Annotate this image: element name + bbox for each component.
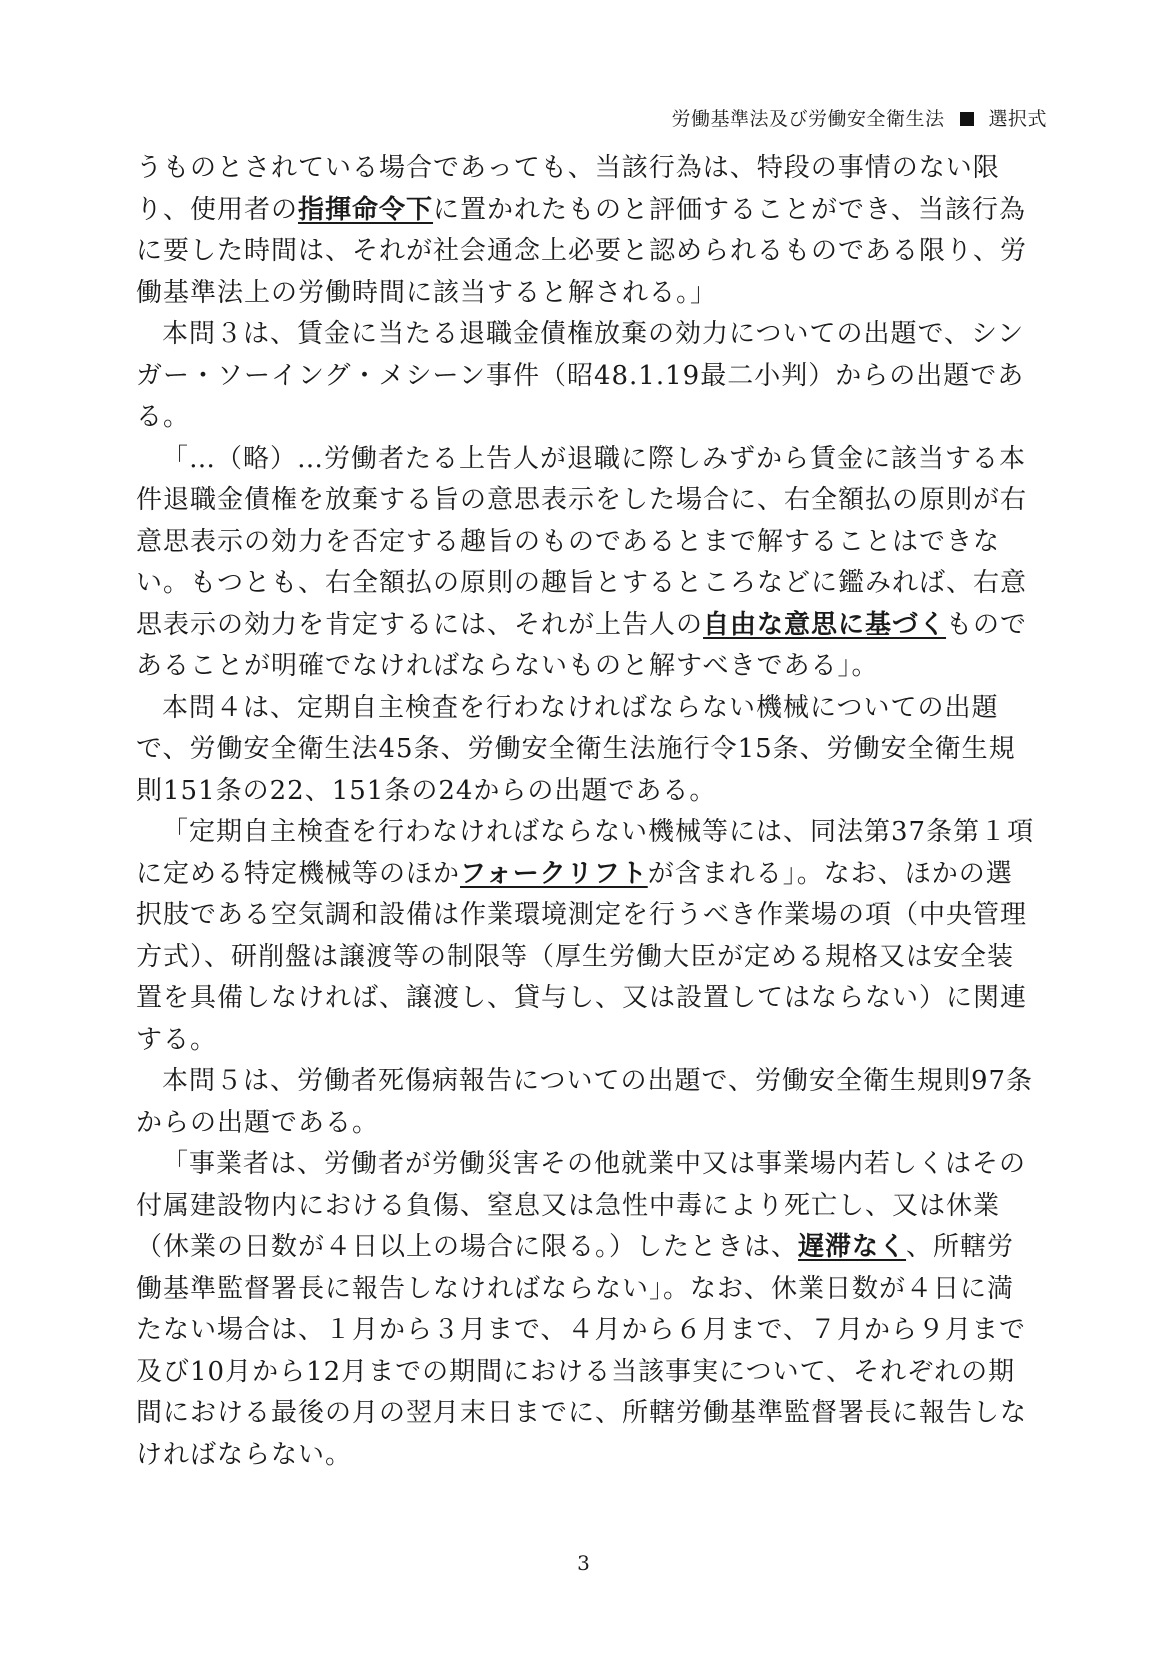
body-text: [136, 148, 1036, 1476]
paragraph-text: 「定期自主検査を行わなければならない機械等には、同法第37条第１項に定める特定機械等のほか: [136, 817, 1035, 889]
page-number: 3: [577, 1551, 590, 1575]
answer-keyword: 自由な意思に基づく: [703, 609, 947, 640]
paragraph: [136, 439, 1036, 688]
paragraph: [136, 688, 1036, 813]
paragraph: [136, 812, 1036, 1061]
answer-keyword: 指揮命令下: [298, 194, 434, 225]
paragraph: [136, 1061, 1036, 1144]
answer-keyword: フォークリフト: [460, 858, 648, 889]
paragraph-text: うものとされている場合であっても、当該行為は、特段の事情のない限り、使用者の: [136, 153, 1000, 225]
paragraph: [136, 314, 1036, 439]
running-header: [671, 104, 1047, 131]
header-section: 選択式: [988, 108, 1047, 130]
paragraph-text: 「…（略）…労働者たる上告人が退職に際しみずから賃金に該当する本件退職金債権を放棄する旨の意思表示をした場合に、右全額払の原則が右意思表示の効力を否定する趣旨のものであるとまで解することはできない。もつとも、右全額払の原則の趣旨とするところなどに鑑みれば、右意思表示の効力を肯定するには、それが上告人の: [136, 443, 1028, 640]
paragraph-text: 本問３は、賃金に当たる退職金債権放棄の効力についての出題で、シンガー・ソーイング・メシーン事件（昭48.1.19最二小判）からの出題である。: [136, 319, 1025, 432]
paragraph-text: が含まれる」。なお、ほかの選択肢である空気調和設備は作業環境測定を行うべき作業場の項（中央管理方式）、研削盤は譲渡等の制限等（厚生労働大臣が定める規格又は安全装置を具備しなければ、譲渡し、貸与し、又は設置してはならない）に関連する。: [136, 858, 1028, 1055]
square-marker-icon: [960, 112, 974, 126]
header-title: 労働基準法及び労働安全衛生法: [671, 108, 945, 130]
paragraph: [136, 148, 1036, 314]
paragraph-text: ものであることが明確でなければならないものと解すべきである」。: [136, 609, 1028, 681]
paragraph-text: 本問４は、定期自主検査を行わなければならない機械についての出題で、労働安全衛生法45条、労働安全衛生法施行令15条、労働安全衛生規則151条の22、151条の24からの出題である。: [136, 692, 1016, 806]
paragraph: [136, 1144, 1036, 1476]
answer-keyword: 遅滞なく: [798, 1232, 907, 1262]
paragraph-text: に置かれたものと評価することができ、当該行為に要した時間は、それが社会通念上必要と認められるものである限り、労働基準法上の労働時間に該当すると解される。」: [136, 194, 1028, 308]
paragraph-text: 、所轄労働基準監督署長に報告しなければならない」。なお、休業日数が４日に満たない場合は、１月から３月まで、４月から６月まで、７月から９月まで及び10月から12月までの期間における当該事実について、それぞれの期間における最後の月の翌月末日までに、所轄労働基準監督署長に報告しなければならない。: [136, 1232, 1028, 1470]
paragraph-text: 本問５は、労働者死傷病報告についての出題で、労働安全衛生規則97条からの出題である。: [136, 1066, 1034, 1138]
paragraph-text: 「事業者は、労働者が労働災害その他就業中又は事業場内若しくはその付属建設物内における負傷、窒息又は急性中毒により死亡し、又は休業（休業の日数が４日以上の場合に限る。）したときは、: [136, 1149, 1027, 1262]
